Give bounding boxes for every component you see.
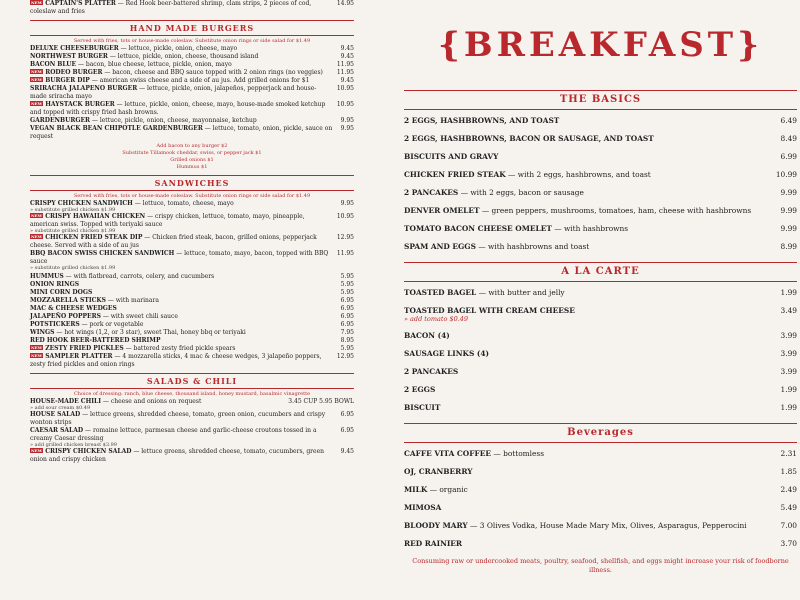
menu-item-name: ONION RINGS bbox=[30, 281, 80, 288]
menu-item-text bbox=[404, 467, 473, 477]
menu-item-price: 8.95 bbox=[340, 337, 354, 344]
menu-item-price: 10.95 bbox=[336, 101, 354, 108]
menu-item-text bbox=[30, 85, 337, 101]
menu-item-name: GARDENBURGER bbox=[30, 117, 90, 124]
menu-item-text bbox=[30, 101, 337, 117]
menu-item bbox=[30, 321, 354, 329]
menu-item bbox=[30, 353, 354, 369]
menu-item-text bbox=[404, 242, 589, 252]
menu-item-option: » substitute grilled chicken $1.99 bbox=[30, 265, 116, 271]
menu-item-text bbox=[404, 188, 584, 198]
alacarte-list bbox=[404, 284, 797, 417]
menu-item-price: 9.45 bbox=[340, 45, 354, 52]
menu-item-name: CAESAR SALAD bbox=[30, 427, 84, 434]
new-badge: NEW bbox=[31, 213, 43, 218]
menu-item-name: SPAM AND EGGS bbox=[404, 242, 476, 251]
menu-item-option: » add sour cream $0.49 bbox=[30, 405, 91, 411]
menu-item-price: 10.99 bbox=[775, 170, 797, 179]
menu-item bbox=[404, 220, 797, 238]
menu-item-price: 3.45 CUP 5.95 BOWL bbox=[288, 398, 354, 405]
menu-item-price: 5.95 bbox=[340, 345, 354, 352]
menu-item-price: 10.95 bbox=[336, 85, 354, 92]
salads-list bbox=[30, 398, 354, 464]
menu-item bbox=[404, 166, 797, 184]
menu-item-price: 9.99 bbox=[780, 224, 797, 233]
menu-item-name: BISCUITS AND GRAVY bbox=[404, 152, 499, 161]
menu-item bbox=[30, 411, 354, 427]
menu-item bbox=[404, 284, 797, 302]
menu-item-description: — lettuce greens, shredded cheese, tomato, cucumbers, green onion and crispy chicken bbox=[30, 448, 325, 463]
sandwiches-note: Served with fries, tots or house-made coleslaw. Substitute onion rings or side salad for $1.49 bbox=[73, 193, 311, 199]
menu-item-text bbox=[30, 289, 341, 297]
basics-list bbox=[404, 112, 797, 256]
menu-item-text bbox=[404, 116, 559, 126]
menu-item-price: 6.99 bbox=[780, 152, 797, 161]
menu-item-text bbox=[30, 234, 337, 250]
breakfast-title: {BREAKFAST} bbox=[438, 25, 763, 65]
menu-item-price: 1.99 bbox=[780, 403, 797, 412]
menu-item-description: — lettuce, pickle, onion, cheese, thousand island bbox=[107, 53, 259, 60]
menu-item-price: 5.49 bbox=[780, 503, 797, 512]
menu-item-text bbox=[404, 485, 468, 495]
menu-item-description: — with butter and jelly bbox=[476, 288, 565, 297]
menu-item-name: BBQ BACON SWISS CHICKEN SANDWICH bbox=[30, 250, 175, 257]
menu-item-price: 6.95 bbox=[340, 313, 354, 320]
menu-item-price: 2.31 bbox=[780, 449, 797, 458]
menu-item-text bbox=[404, 170, 651, 180]
menu-item-text bbox=[30, 77, 341, 85]
menu-item-name: DELUXE CHEESEBURGER bbox=[30, 45, 119, 52]
beverages-heading: Beverages bbox=[404, 423, 797, 443]
menu-item-option: » substitute grilled chicken $1.99 bbox=[30, 207, 116, 213]
menu-item-option: » substitute grilled chicken $1.99 bbox=[30, 228, 116, 234]
menu-item-name: CHICKEN FRIED STEAK bbox=[404, 170, 506, 179]
menu-item-price: 3.70 bbox=[780, 539, 797, 548]
menu-item bbox=[404, 238, 797, 256]
menu-item-price: 10.95 bbox=[336, 213, 354, 220]
menu-item-text bbox=[30, 329, 341, 337]
menu-item-description: — lettuce, tomato, onion, pickle, sauce on request bbox=[30, 125, 333, 140]
beverages-list bbox=[404, 445, 797, 553]
new-badge: NEW bbox=[31, 345, 43, 350]
menu-item-text bbox=[30, 0, 337, 16]
salads-heading: SALADS & CHILI bbox=[30, 373, 354, 389]
top-items bbox=[30, 0, 354, 16]
menu-item-name: ZESTY FRIED PICKLES bbox=[45, 345, 124, 352]
menu-item-price: 6.95 bbox=[340, 297, 354, 304]
menu-item-option: » add grilled chicken breast $3.99 bbox=[30, 442, 117, 448]
menu-item bbox=[404, 363, 797, 381]
menu-item-description: — crispy chicken, lettuce, tomato, mayo, pineapple, american swiss. Topped with teriyaki sauce bbox=[30, 213, 305, 228]
menu-item bbox=[30, 45, 354, 53]
menu-item bbox=[404, 535, 797, 553]
menu-item-text bbox=[404, 521, 747, 531]
menu-item-name: JALAPEÑO POPPERS bbox=[30, 313, 101, 320]
menu-item bbox=[30, 125, 354, 141]
menu-item bbox=[30, 337, 354, 345]
menu-item bbox=[404, 499, 797, 517]
menu-item-price: 7.00 bbox=[780, 521, 797, 530]
menu-item-name: BACON BLUE bbox=[30, 61, 77, 68]
menu-item bbox=[404, 345, 797, 363]
menu-item-name: 2 EGGS, HASHBROWNS, AND TOAST bbox=[404, 116, 560, 125]
menu-item bbox=[30, 427, 354, 443]
menu-item bbox=[30, 281, 354, 289]
menu-item-description: — bottomless bbox=[491, 449, 544, 458]
menu-item-name: MAC & CHEESE WEDGES bbox=[30, 305, 117, 312]
menu-item bbox=[404, 463, 797, 481]
menu-item-text bbox=[404, 224, 628, 234]
menu-item-description: — lettuce, pickle, onion, jalapeños, pepperjack and house-made sriracha mayo bbox=[30, 85, 317, 100]
burger-addon: Add bacon to any burger $2 bbox=[156, 143, 228, 149]
menu-item-text bbox=[404, 152, 498, 162]
menu-item-name: TOASTED BAGEL bbox=[404, 288, 477, 297]
menu-item bbox=[30, 289, 354, 297]
menu-item-description: — Red Hook beer-battered shrimp, clam strips, 2 pieces of cod, coleslaw and fries bbox=[30, 0, 312, 15]
burger-addon: Grilled onions $1 bbox=[170, 157, 214, 163]
menu-item bbox=[30, 313, 354, 321]
menu-item-price: 9.45 bbox=[340, 53, 354, 60]
menu-item-name: BURGER DIP bbox=[45, 77, 90, 84]
menu-item bbox=[30, 250, 354, 266]
menu-item bbox=[404, 481, 797, 499]
menu-item-price: 6.95 bbox=[340, 427, 354, 434]
menu-item-description: — green peppers, mushrooms, tomatoes, ham, cheese with hashbrowns bbox=[479, 206, 752, 215]
basics-heading: THE BASICS bbox=[404, 90, 797, 110]
menu-item-price: 9.95 bbox=[340, 125, 354, 132]
menu-item-text bbox=[30, 448, 341, 464]
menu-item-text bbox=[30, 427, 341, 443]
breakfast-menu-page bbox=[400, 0, 800, 600]
menu-item-name: RODEO BURGER bbox=[45, 69, 103, 76]
menu-item-text bbox=[30, 45, 341, 53]
burger-addons bbox=[30, 143, 354, 171]
menu-item-name: RED RAINIER bbox=[404, 539, 463, 548]
menu-item-text bbox=[30, 117, 341, 125]
menu-item-description: — organic bbox=[427, 485, 468, 494]
menu-item-text bbox=[404, 288, 565, 298]
menu-item-price: 1.85 bbox=[780, 467, 797, 476]
menu-item-text bbox=[404, 349, 489, 359]
menu-item-price: 11.95 bbox=[336, 61, 354, 68]
menu-item-description: — hot wings (1,2, or 3 star), sweet Thai, honey bbq or teriyaki bbox=[54, 329, 246, 336]
menu-item-price: 3.49 bbox=[780, 306, 797, 315]
menu-item-description: — lettuce, tomato, cheese, mayo bbox=[132, 200, 234, 207]
menu-item-name: VEGAN BLACK BEAN CHIPOTLE GARDENBURGER bbox=[30, 125, 203, 132]
menu-item bbox=[404, 381, 797, 399]
menu-item-description: — 3 Olives Vodka, House Made Mary Mix, Olives, Asparagus, Pepperocini bbox=[467, 521, 747, 530]
menu-item-text bbox=[30, 273, 341, 281]
menu-item-price: 6.95 bbox=[340, 411, 354, 418]
menu-item-price: 3.99 bbox=[780, 331, 797, 340]
menu-item bbox=[30, 53, 354, 61]
new-badge: NEW bbox=[31, 234, 43, 239]
menu-item-description: — cheese and onions on request bbox=[101, 398, 202, 405]
menu-item-price: 2.49 bbox=[780, 485, 797, 494]
menu-item-text bbox=[404, 206, 751, 216]
menu-item-name: HOUSE SALAD bbox=[30, 411, 81, 418]
menu-item-price: 3.99 bbox=[780, 367, 797, 376]
menu-item-name: MOZZARELLA STICKS bbox=[30, 297, 106, 304]
alacarte-heading: A LA CARTE bbox=[404, 262, 797, 282]
menu-item-name: MILK bbox=[404, 485, 428, 494]
menu-item-text bbox=[404, 385, 435, 395]
menu-item bbox=[30, 117, 354, 125]
menu-item-text bbox=[30, 345, 341, 353]
menu-item-name: CAPTAIN'S PLATTER bbox=[45, 0, 116, 7]
menu-item-description: — bacon, blue cheese, lettuce, pickle, onion, mayo bbox=[76, 61, 232, 68]
menu-item-name: HUMMUS bbox=[30, 273, 64, 280]
menu-item-text bbox=[404, 503, 441, 513]
menu-item-text bbox=[404, 134, 654, 144]
appetizers-list bbox=[30, 273, 354, 369]
menu-item bbox=[404, 445, 797, 463]
menu-item bbox=[30, 297, 354, 305]
menu-item-name: NORTHWEST BURGER bbox=[30, 53, 108, 60]
menu-item-price: 1.99 bbox=[780, 385, 797, 394]
menu-item-text bbox=[30, 313, 341, 321]
menu-item-description: — 4 mozzarella sticks, 4 mac & cheese wedges, 3 jalapeño poppers, zesty fried pickles and onion rings bbox=[30, 353, 322, 368]
menu-item-description: — Chicken fried steak, bacon, grilled onions, pepperjack cheese. Served with a side of au jus bbox=[30, 234, 317, 249]
menu-item-name: RED HOOK BEER-BATTERED SHRIMP bbox=[30, 337, 161, 344]
menu-item-price: 8.49 bbox=[780, 134, 797, 143]
menu-item bbox=[30, 0, 354, 16]
menu-item-text bbox=[30, 337, 341, 345]
menu-item bbox=[404, 148, 797, 166]
menu-item-text bbox=[404, 539, 462, 549]
menu-item bbox=[30, 61, 354, 69]
menu-item-text bbox=[30, 305, 341, 313]
menu-item bbox=[30, 345, 354, 353]
menu-item-text bbox=[30, 53, 341, 61]
menu-item-text bbox=[30, 69, 337, 77]
menu-item-price: 9.45 bbox=[340, 448, 354, 455]
burger-addon: Substitute Tillamook cheddar, swiss, or pepper jack $1 bbox=[122, 150, 262, 156]
menu-item-description: — romaine lettuce, parmesan cheese and garlic-cheese croutons tossed in a creamy Caesar dressing bbox=[30, 427, 317, 442]
menu-item bbox=[30, 448, 354, 464]
menu-item-name: HOUSE-MADE CHILI bbox=[30, 398, 102, 405]
menu-item-price: 9.95 bbox=[340, 200, 354, 207]
menu-item-description: — lettuce, pickle, onion, cheese, mayo, house-made smoked ketchup and topped with crispy fried hash browns. bbox=[30, 101, 326, 116]
new-badge: NEW bbox=[31, 353, 43, 358]
breakfast-title-wrap bbox=[404, 0, 797, 90]
menu-item bbox=[30, 77, 354, 85]
menu-item-price: 11.95 bbox=[336, 69, 354, 76]
menu-item-description: — lettuce, pickle, onion, cheese, mayo bbox=[118, 45, 238, 52]
menu-item-text bbox=[30, 321, 341, 329]
burgers-note: Served with fries, tots or house-made coleslaw. Substitute onion rings or side salad for $1.49 bbox=[73, 38, 311, 44]
menu-item-name: MINI CORN DOGS bbox=[30, 289, 93, 296]
menu-item bbox=[30, 273, 354, 281]
menu-item-description: — lettuce greens, shredded cheese, tomato, green onion, cucumbers and crispy wonton strips bbox=[30, 411, 326, 426]
lunch-menu-page bbox=[0, 0, 368, 600]
menu-item-price: 6.49 bbox=[780, 116, 797, 125]
sandwiches-heading: SANDWICHES bbox=[30, 175, 354, 191]
menu-item-text bbox=[30, 125, 341, 141]
menu-item bbox=[404, 327, 797, 345]
menu-item-name: 2 PANCAKES bbox=[404, 188, 459, 197]
menu-item-text bbox=[30, 281, 341, 289]
menu-item-price: 5.95 bbox=[340, 289, 354, 296]
new-badge: NEW bbox=[31, 69, 43, 74]
menu-item bbox=[404, 202, 797, 220]
menu-item-name: SAUSAGE LINKS (4) bbox=[404, 349, 489, 358]
menu-item-text bbox=[30, 250, 337, 266]
menu-item-price: 9.99 bbox=[780, 206, 797, 215]
menu-item-price: 12.95 bbox=[336, 234, 354, 241]
menu-item bbox=[404, 130, 797, 148]
menu-item-price: 5.95 bbox=[340, 281, 354, 288]
menu-item-name: SAMPLER PLATTER bbox=[45, 353, 113, 360]
menu-item-description: — with 2 eggs, bacon or sausage bbox=[458, 188, 584, 197]
menu-item bbox=[30, 305, 354, 313]
menu-item-name: TOASTED BAGEL WITH CREAM CHEESE bbox=[404, 306, 575, 315]
menu-item bbox=[30, 213, 354, 229]
menu-item-description: — lettuce, tomato, mayo, bacon, topped with BBQ sauce bbox=[30, 250, 329, 265]
menu-item bbox=[30, 69, 354, 77]
menu-item-name: TOMATO BACON CHEESE OMELET bbox=[404, 224, 552, 233]
new-badge: NEW bbox=[31, 448, 43, 453]
menu-item bbox=[404, 112, 797, 130]
menu-item-name: 2 EGGS, HASHBROWNS, BACON OR SAUSAGE, AND TOAST bbox=[404, 134, 654, 143]
menu-item-price: 8.99 bbox=[780, 242, 797, 251]
menu-item-description: — lettuce, pickle, onion, cheese, mayonnaise, ketchup bbox=[90, 117, 257, 124]
menu-item-description: — pork or vegetable bbox=[79, 321, 144, 328]
menu-item-name: POTSTICKERS bbox=[30, 321, 80, 328]
sandwiches-list bbox=[30, 200, 354, 271]
burger-addon: Hummus $1 bbox=[176, 164, 208, 170]
food-safety-disclaimer: Consuming raw or undercooked meats, poultry, seafood, shellfish, and eggs might increase your risk of foodborne illness. bbox=[412, 557, 789, 574]
menu-item-name: BISCUIT bbox=[404, 403, 441, 412]
menu-item-description: — bacon, cheese and BBQ sauce topped with 2 onion rings (no veggies) bbox=[102, 69, 323, 76]
menu-item-price: 12.95 bbox=[336, 353, 354, 360]
menu-item-price: 9.95 bbox=[340, 117, 354, 124]
menu-item-name: MIMOSA bbox=[404, 503, 442, 512]
menu-item-name: HAYSTACK BURGER bbox=[45, 101, 115, 108]
menu-item-name: OJ, CRANBERRY bbox=[404, 467, 473, 476]
burgers-heading: HAND MADE BURGERS bbox=[30, 20, 354, 36]
menu-item bbox=[404, 399, 797, 417]
menu-item-text bbox=[404, 403, 440, 413]
menu-item-description: — with hashbrowns bbox=[551, 224, 629, 233]
new-badge: NEW bbox=[31, 101, 43, 106]
menu-item-text bbox=[404, 367, 458, 377]
menu-item-name: CRISPY CHICKEN SANDWICH bbox=[30, 200, 133, 207]
menu-item-name: 2 PANCAKES bbox=[404, 367, 459, 376]
menu-item-price: 6.95 bbox=[340, 321, 354, 328]
new-badge: NEW bbox=[31, 77, 43, 82]
menu-item-option: » add tomato $0.49 bbox=[404, 315, 469, 323]
menu-item-price: 9.45 bbox=[340, 77, 354, 84]
menu-item bbox=[404, 517, 797, 535]
menu-item-name: SRIRACHA JALAPENO BURGER bbox=[30, 85, 138, 92]
menu-item-text bbox=[404, 449, 544, 459]
menu-item-description: — with marinara bbox=[105, 297, 159, 304]
menu-item-text bbox=[30, 353, 337, 369]
menu-item-name: CHICKEN FRIED STEAK DIP bbox=[45, 234, 143, 241]
menu-item-name: BACON (4) bbox=[404, 331, 450, 340]
menu-item-text bbox=[404, 331, 450, 341]
menu-item-text bbox=[30, 213, 337, 229]
menu-item-price: 3.99 bbox=[780, 349, 797, 358]
menu-item bbox=[404, 184, 797, 202]
menu-item-name: CRISPY CHICKEN SALAD bbox=[45, 448, 132, 455]
menu-item-price: 11.95 bbox=[336, 250, 354, 257]
salads-note: Choice of dressing: ranch, blue cheese, thousand island, honey mustard, basalmic vinagrette bbox=[73, 391, 311, 397]
menu-item-name: BLOODY MARY bbox=[404, 521, 468, 530]
menu-item-description: — with sweet chili sauce bbox=[100, 313, 178, 320]
menu-item bbox=[30, 101, 354, 117]
menu-item-name: DENVER OMELET bbox=[404, 206, 480, 215]
menu-item-text bbox=[30, 297, 341, 305]
menu-item-description: — with hashbrowns and toast bbox=[475, 242, 590, 251]
menu-item bbox=[30, 234, 354, 250]
menu-item-name: CAFFE VITA COFFEE bbox=[404, 449, 491, 458]
menu-item-name: CRISPY HAWAIIAN CHICKEN bbox=[45, 213, 146, 220]
menu-item-name: WINGS bbox=[30, 329, 55, 336]
menu-item-name: 2 EGGS bbox=[404, 385, 436, 394]
menu-item bbox=[30, 329, 354, 337]
menu-item-price: 5.95 bbox=[340, 273, 354, 280]
menu-item-price: 7.95 bbox=[340, 329, 354, 336]
menu-item-price: 9.99 bbox=[780, 188, 797, 197]
menu-item-price: 1.99 bbox=[780, 288, 797, 297]
menu-item-text bbox=[30, 411, 341, 427]
new-badge: NEW bbox=[31, 0, 43, 5]
burgers-list bbox=[30, 45, 354, 141]
menu-item-description: — american swiss cheese and a side of au jus. Add grilled onions for $1 bbox=[89, 77, 310, 84]
menu-item-description: — with 2 eggs, hashbrowns, and toast bbox=[505, 170, 651, 179]
menu-item bbox=[30, 85, 354, 101]
menu-item-description: — battered zesty fried pickle spears bbox=[123, 345, 236, 352]
menu-item-price: 6.95 bbox=[340, 305, 354, 312]
menu-item-description: — with flatbread, carrots, celery, and cucumbers bbox=[63, 273, 215, 280]
menu-item-price: 14.95 bbox=[336, 0, 354, 7]
menu-item-text bbox=[30, 61, 337, 69]
